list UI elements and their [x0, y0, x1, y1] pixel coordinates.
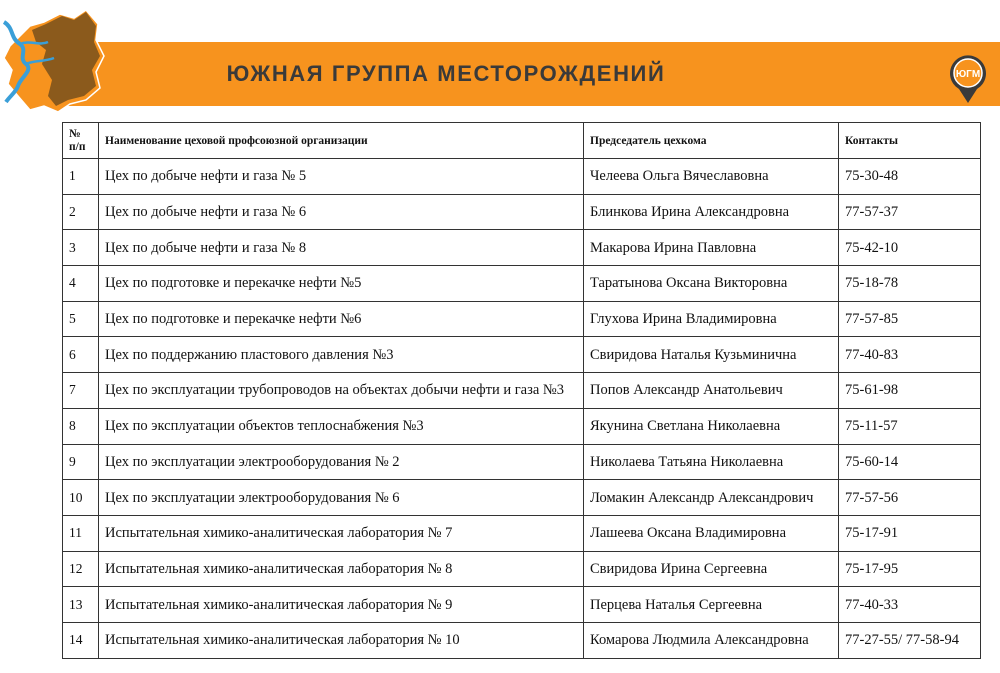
cell-contact: 77-40-83 [839, 337, 981, 373]
cell-contact: 77-27-55/ 77-58-94 [839, 622, 981, 658]
cell-chair: Перцева Наталья Сергеевна [584, 587, 839, 623]
cell-contact: 75-61-98 [839, 373, 981, 409]
table-row [63, 551, 981, 587]
cell-chair: Блинкова Ирина Александровна [584, 194, 839, 230]
cell-org: Испытательная химико-аналитическая лаборатория № 9 [99, 587, 584, 623]
cell-contact: 77-57-85 [839, 301, 981, 337]
cell-num: 2 [63, 194, 99, 230]
table-row [63, 408, 981, 444]
cell-chair: Челеева Ольга Вячеславовна [584, 159, 839, 195]
cell-num: 5 [63, 301, 99, 337]
cell-num: 10 [63, 480, 99, 516]
cell-chair: Глухова Ирина Владимировна [584, 301, 839, 337]
table-row [63, 301, 981, 337]
cell-org: Цех по поддержанию пластового давления №3 [99, 337, 584, 373]
cell-num: 1 [63, 159, 99, 195]
cell-num: 3 [63, 230, 99, 266]
cell-org: Цех по эксплуатации трубопроводов на объектах добычи нефти и газа №3 [99, 373, 584, 409]
table-row [63, 480, 981, 516]
ugm-logo-icon [946, 51, 990, 105]
cell-contact: 75-11-57 [839, 408, 981, 444]
table-header-row [63, 123, 981, 159]
cell-num: 4 [63, 266, 99, 302]
table-row [63, 587, 981, 623]
cell-chair: Таратынова Оксана Викторовна [584, 266, 839, 302]
header-org: Наименование цеховой профсоюзной организации [99, 123, 584, 159]
cell-chair: Попов Александр Анатольевич [584, 373, 839, 409]
cell-num: 8 [63, 408, 99, 444]
cell-chair: Николаева Татьяна Николаевна [584, 444, 839, 480]
table-row [63, 622, 981, 658]
cell-contact: 77-40-33 [839, 587, 981, 623]
header-num: № п/п [63, 123, 99, 159]
cell-org: Испытательная химико-аналитическая лаборатория № 10 [99, 622, 584, 658]
cell-num: 12 [63, 551, 99, 587]
page-title: ЮЖНАЯ ГРУППА МЕСТОРОЖДЕНИЙ [226, 61, 666, 86]
cell-org: Испытательная химико-аналитическая лаборатория № 7 [99, 515, 584, 551]
cell-chair: Якунина Светлана Николаевна [584, 408, 839, 444]
table-row [63, 373, 981, 409]
cell-contact: 77-57-56 [839, 480, 981, 516]
cell-num: 9 [63, 444, 99, 480]
table-row [63, 515, 981, 551]
cell-contact: 75-42-10 [839, 230, 981, 266]
cell-contact: 77-57-37 [839, 194, 981, 230]
cell-num: 7 [63, 373, 99, 409]
logo-text: ЮГМ [955, 69, 981, 80]
cell-org: Цех по эксплуатации электрооборудования № 6 [99, 480, 584, 516]
cell-contact: 75-17-95 [839, 551, 981, 587]
cell-num: 11 [63, 515, 99, 551]
table-row [63, 194, 981, 230]
cell-chair: Свиридова Наталья Кузьминична [584, 337, 839, 373]
cell-contact: 75-60-14 [839, 444, 981, 480]
union-organizations-table [62, 122, 981, 659]
cell-org: Цех по добыче нефти и газа № 8 [99, 230, 584, 266]
cell-org: Цех по подготовке и перекачке нефти №5 [99, 266, 584, 302]
cell-num: 13 [63, 587, 99, 623]
table-row [63, 337, 981, 373]
cell-org: Цех по добыче нефти и газа № 6 [99, 194, 584, 230]
table-row [63, 159, 981, 195]
cell-contact: 75-18-78 [839, 266, 981, 302]
cell-num: 6 [63, 337, 99, 373]
header-contacts: Контакты [839, 123, 981, 159]
header-chair: Председатель цехкома [584, 123, 839, 159]
cell-contact: 75-17-91 [839, 515, 981, 551]
cell-org: Испытательная химико-аналитическая лаборатория № 8 [99, 551, 584, 587]
cell-chair: Макарова Ирина Павловна [584, 230, 839, 266]
cell-org: Цех по эксплуатации объектов теплоснабжения №3 [99, 408, 584, 444]
cell-org: Цех по подготовке и перекачке нефти №6 [99, 301, 584, 337]
table-row [63, 230, 981, 266]
cell-chair: Ломакин Александр Александрович [584, 480, 839, 516]
cell-chair: Комарова Людмила Александровна [584, 622, 839, 658]
cell-chair: Лашеева Оксана Владимировна [584, 515, 839, 551]
cell-org: Цех по добыче нефти и газа № 5 [99, 159, 584, 195]
cell-chair: Свиридова Ирина Сергеевна [584, 551, 839, 587]
table-row [63, 266, 981, 302]
cell-contact: 75-30-48 [839, 159, 981, 195]
cell-org: Цех по эксплуатации электрооборудования № 2 [99, 444, 584, 480]
cell-num: 14 [63, 622, 99, 658]
table-row [63, 444, 981, 480]
